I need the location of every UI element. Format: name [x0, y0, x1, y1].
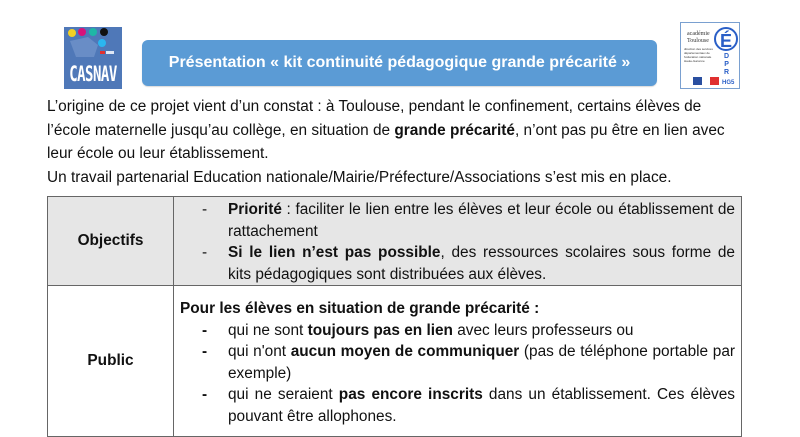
e-circle-icon: É: [714, 27, 738, 51]
list-item: - qui ne seraient pas encore inscrits dans un établissement. Ces élèves pouvant être allophones.: [202, 384, 735, 427]
hands-icon: [64, 27, 122, 61]
intro-text: [47, 95, 747, 189]
dpr-letters: D P R: [724, 53, 730, 76]
page-title: Présentation « kit continuité pédagogique grande précarité »: [142, 40, 657, 86]
casnav-logo: [64, 27, 122, 89]
academie-label: académie Toulouse: [687, 31, 710, 44]
public-heading: Pour les élèves en situation de grande précarité :: [180, 300, 540, 317]
french-flag-icon: [693, 77, 719, 85]
table-row-objectifs: [48, 197, 742, 286]
table-row-public: [48, 286, 742, 437]
row-content: [174, 286, 742, 437]
list-item: - qui n'ont aucun moyen de communiquer (pas de téléphone portable par exemple): [202, 341, 735, 384]
hg5-label: HG5: [722, 80, 735, 86]
list-item: - qui ne sont toujours pas en lien avec leurs professeurs ou: [202, 320, 735, 342]
casnav-wordmark: CASNAV: [69, 63, 117, 87]
dsden-label: direction des services départementaux de l'éducation nationale Haute-Garonne: [684, 47, 713, 63]
list-item: - Priorité : faciliter le lien entre les élèves et leur école ou établissement de rattachement: [202, 199, 735, 242]
intro-paragraph-1: L’origine de ce projet vient d’un constat : à Toulouse, pendant le confinement, certains élèves de l’école maternelle jusqu’au collège, en situation de grande précarité, n’ont pas pu être en lien avec leur école ou leur établissement.: [47, 98, 725, 162]
row-label: Objectifs: [48, 197, 174, 286]
list-item: - Si le lien n’est pas possible, des ressources scolaires sous forme de kits pédagogiques sont distribuées aux élèves.: [202, 242, 735, 285]
info-table: [47, 196, 742, 437]
intro-paragraph-2: Un travail partenarial Education nationale/Mairie/Préfecture/Associations s’est mis en place.: [47, 168, 672, 186]
academie-toulouse-logo: [680, 22, 740, 89]
row-content: [174, 197, 742, 286]
row-label: Public: [48, 286, 174, 437]
